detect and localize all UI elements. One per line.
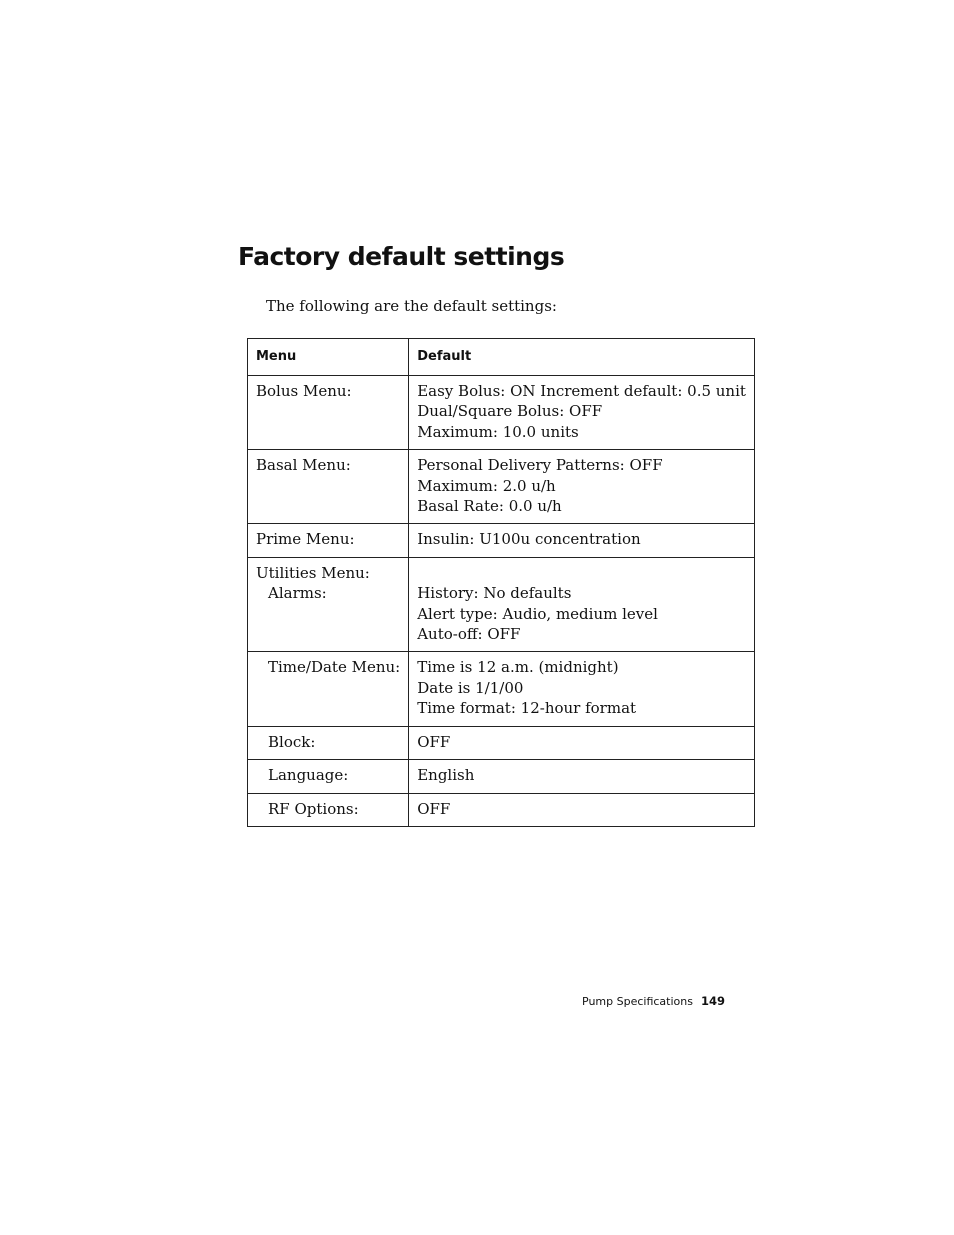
default-value: Basal Rate: 0.0 u/h	[417, 497, 562, 516]
default-value: Alert type: Audio, medium level	[417, 604, 658, 623]
default-value	[417, 563, 746, 583]
table-row	[248, 376, 755, 450]
table-row	[248, 652, 755, 726]
menu-cell	[248, 557, 409, 652]
menu-cell	[248, 524, 409, 557]
table-row	[248, 726, 755, 759]
default-cell	[409, 450, 755, 524]
default-settings-table	[247, 338, 755, 827]
header-default: Default	[409, 339, 755, 376]
menu-label: Bolus Menu:	[256, 382, 352, 400]
default-value: History: No defaults	[417, 584, 572, 603]
default-cell	[409, 793, 755, 826]
submenu-label: Language:	[268, 766, 349, 785]
default-value: Time format: 12-hour format	[417, 699, 637, 718]
menu-label: Utilities Menu:	[256, 563, 370, 582]
submenu-label: RF Options:	[268, 799, 359, 818]
submenu-label: Time/Date Menu:	[268, 658, 401, 677]
submenu-label: Alarms:	[268, 584, 327, 603]
menu-cell	[248, 726, 409, 759]
default-value: Auto-off: OFF	[417, 625, 521, 644]
menu-label: Basal Menu:	[256, 456, 351, 475]
table-row	[248, 793, 755, 826]
default-value: Personal Delivery Patterns: OFF	[417, 456, 663, 475]
default-cell	[409, 652, 755, 726]
menu-cell	[248, 760, 409, 793]
footer-section-title: Pump Specifications	[582, 995, 693, 1008]
submenu-label: Block:	[268, 732, 316, 751]
default-value: Maximum: 10.0 units	[417, 422, 579, 441]
default-cell	[409, 557, 755, 652]
menu-cell	[248, 793, 409, 826]
default-value: OFF	[417, 732, 451, 751]
table-row	[248, 557, 755, 652]
table-row	[248, 524, 755, 557]
default-value: OFF	[417, 799, 451, 818]
default-cell	[409, 376, 755, 450]
table-row	[248, 450, 755, 524]
default-value: Date is 1/1/00	[417, 678, 524, 697]
header-menu: Menu	[248, 339, 409, 376]
menu-cell	[248, 376, 409, 450]
default-value: Dual/Square Bolus: OFF	[417, 402, 603, 421]
default-value: English	[417, 766, 475, 785]
menu-label: Prime Menu:	[256, 530, 355, 549]
default-cell	[409, 726, 755, 759]
table-header-row	[248, 339, 755, 376]
menu-cell	[248, 450, 409, 524]
default-value: Maximum: 2.0 u/h	[417, 476, 556, 495]
page-title: Factory default settings	[238, 242, 565, 271]
intro-text: The following are the default settings:	[266, 297, 557, 315]
table-row	[248, 760, 755, 793]
default-value: Time is 12 a.m. (midnight)	[417, 658, 619, 677]
default-cell	[409, 524, 755, 557]
page-number: 149	[700, 994, 725, 1008]
menu-cell	[248, 652, 409, 726]
default-value: Easy Bolus: ON Increment default: 0.5 unit	[417, 382, 746, 400]
default-value: Insulin: U100u concentration	[417, 530, 641, 549]
page-footer	[582, 994, 725, 1008]
default-cell	[409, 760, 755, 793]
